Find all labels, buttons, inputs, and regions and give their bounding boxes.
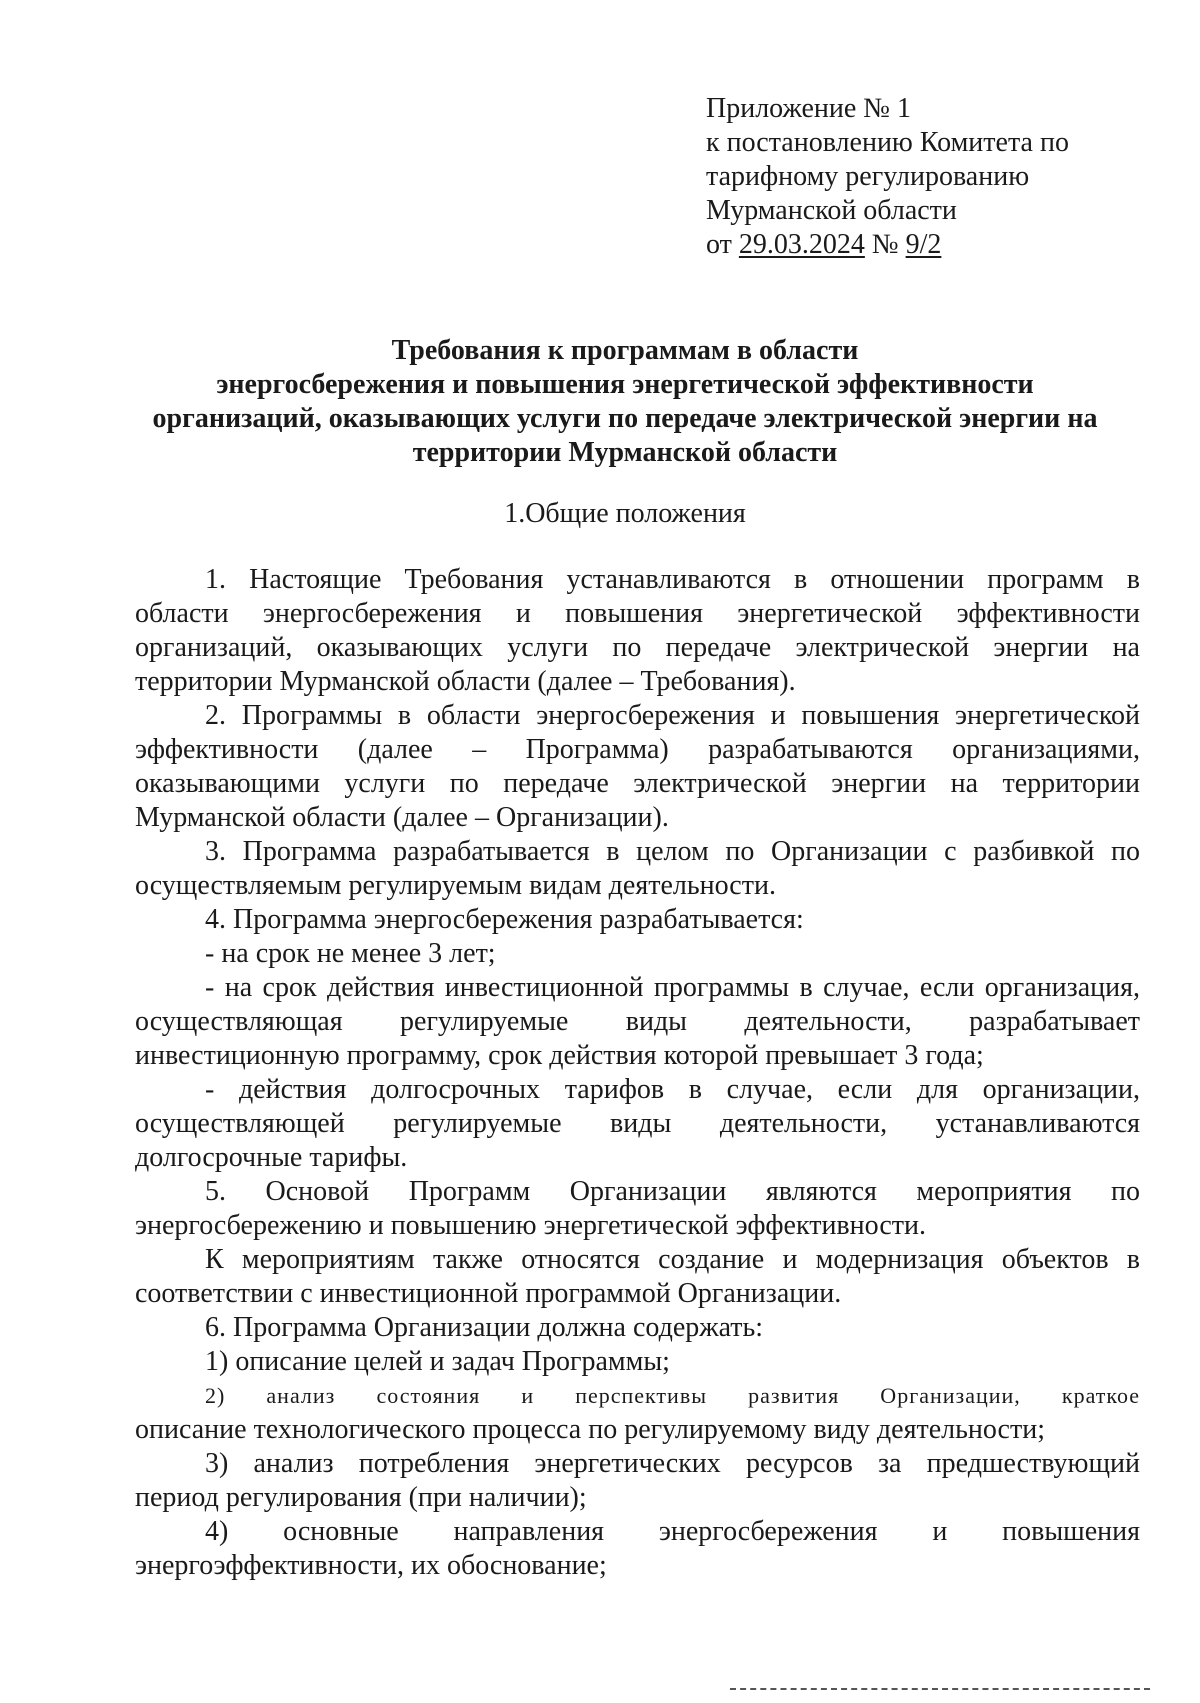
- list-item-line: 2) анализ состояния и перспективы развития Организации, краткое: [205, 1383, 1140, 1408]
- list-item-line: - действия долгосрочных тарифов в случае, если для организации,: [205, 1074, 1140, 1105]
- paragraph-line: эффективности (далее – Программа) разрабатываются организациями,: [135, 734, 1140, 765]
- paragraph-line: осуществляемым регулируемым видам деятельности.: [135, 870, 776, 901]
- appendix-date-prefix: от: [706, 229, 739, 260]
- paragraph-line: инвестиционную программу, срок действия которой превышает 3 года;: [135, 1040, 984, 1071]
- paragraph-line: описание технологического процесса по регулируемому виду деятельности;: [135, 1414, 1045, 1445]
- paragraph-line: 2. Программы в области энергосбережения и повышения энергетической: [205, 700, 1140, 731]
- paragraph-line: 4. Программа энергосбережения разрабатывается:: [205, 904, 804, 935]
- footer-divider: [730, 1688, 1150, 1690]
- paragraph-line: соответствии с инвестиционной программой Организации.: [135, 1278, 842, 1309]
- appendix-number: Приложение № 1: [706, 93, 911, 124]
- paragraph-line: К мероприятиям также относятся создание и модернизация объектов в: [205, 1244, 1140, 1275]
- paragraph-line: период регулирования (при наличии);: [135, 1482, 587, 1513]
- title-line: Требования к программам в области: [391, 335, 859, 366]
- appendix-number-sign: №: [864, 229, 906, 260]
- paragraph-line: 1. Настоящие Требования устанавливаются в отношении программ в: [205, 564, 1140, 595]
- title-line: территории Мурманской области: [412, 437, 838, 468]
- title-line: энергосбережения и повышения энергетической эффективности: [216, 369, 1034, 400]
- paragraph-line: осуществляющей регулируемые виды деятельности, устанавливаются: [135, 1108, 1140, 1139]
- paragraph-line: долгосрочные тарифы.: [135, 1142, 408, 1173]
- paragraph-line: осуществляющая регулируемые виды деятельности, разрабатывает: [135, 1006, 1140, 1037]
- list-item-line: 4) основные направления энергосбережения и повышения: [205, 1516, 1140, 1547]
- paragraph-line: области энергосбережения и повышения энергетической эффективности: [135, 598, 1140, 629]
- paragraph-line: территории Мурманской области (далее – Требования).: [135, 666, 796, 697]
- appendix-reference-line: к постановлению Комитета по: [706, 127, 1069, 158]
- appendix-decree-number: 9/2: [905, 229, 942, 260]
- appendix-date-line: [706, 228, 1069, 262]
- list-item-line: - на срок действия инвестиционной программы в случае, если организация,: [205, 972, 1140, 1003]
- appendix-block: [706, 92, 1069, 262]
- paragraph-line: оказывающими услуги по передаче электрической энергии на территории: [135, 768, 1140, 799]
- section-heading: 1.Общие положения: [504, 498, 746, 529]
- appendix-reference-line: Мурманской области: [706, 195, 957, 226]
- paragraph-line: Мурманской области (далее – Организации).: [135, 802, 669, 833]
- document-title: [130, 334, 1120, 470]
- list-item-line: 3) анализ потребления энергетических ресурсов за предшествующий: [205, 1448, 1140, 1479]
- paragraph-line: энергоэффективности, их обоснование;: [135, 1550, 607, 1581]
- title-line: организаций, оказывающих услуги по передаче электрической энергии на: [152, 403, 1098, 434]
- paragraph-line: организаций, оказывающих услуги по передаче электрической энергии на: [135, 632, 1140, 663]
- appendix-reference-line: тарифному регулированию: [706, 161, 1030, 192]
- paragraph-line: 6. Программа Организации должна содержать:: [205, 1312, 764, 1343]
- document-body: [135, 563, 1140, 1583]
- paragraph-line: 5. Основой Программ Организации являются мероприятия по: [205, 1176, 1140, 1207]
- list-item-line: 1) описание целей и задач Программы;: [205, 1346, 670, 1377]
- paragraph-line: 3. Программа разрабатывается в целом по Организации с разбивкой по: [205, 836, 1140, 867]
- appendix-date: 29.03.2024: [738, 229, 865, 260]
- paragraph-line: энергосбережению и повышению энергетической эффективности.: [135, 1210, 926, 1241]
- list-item-line: - на срок не менее 3 лет;: [205, 938, 496, 969]
